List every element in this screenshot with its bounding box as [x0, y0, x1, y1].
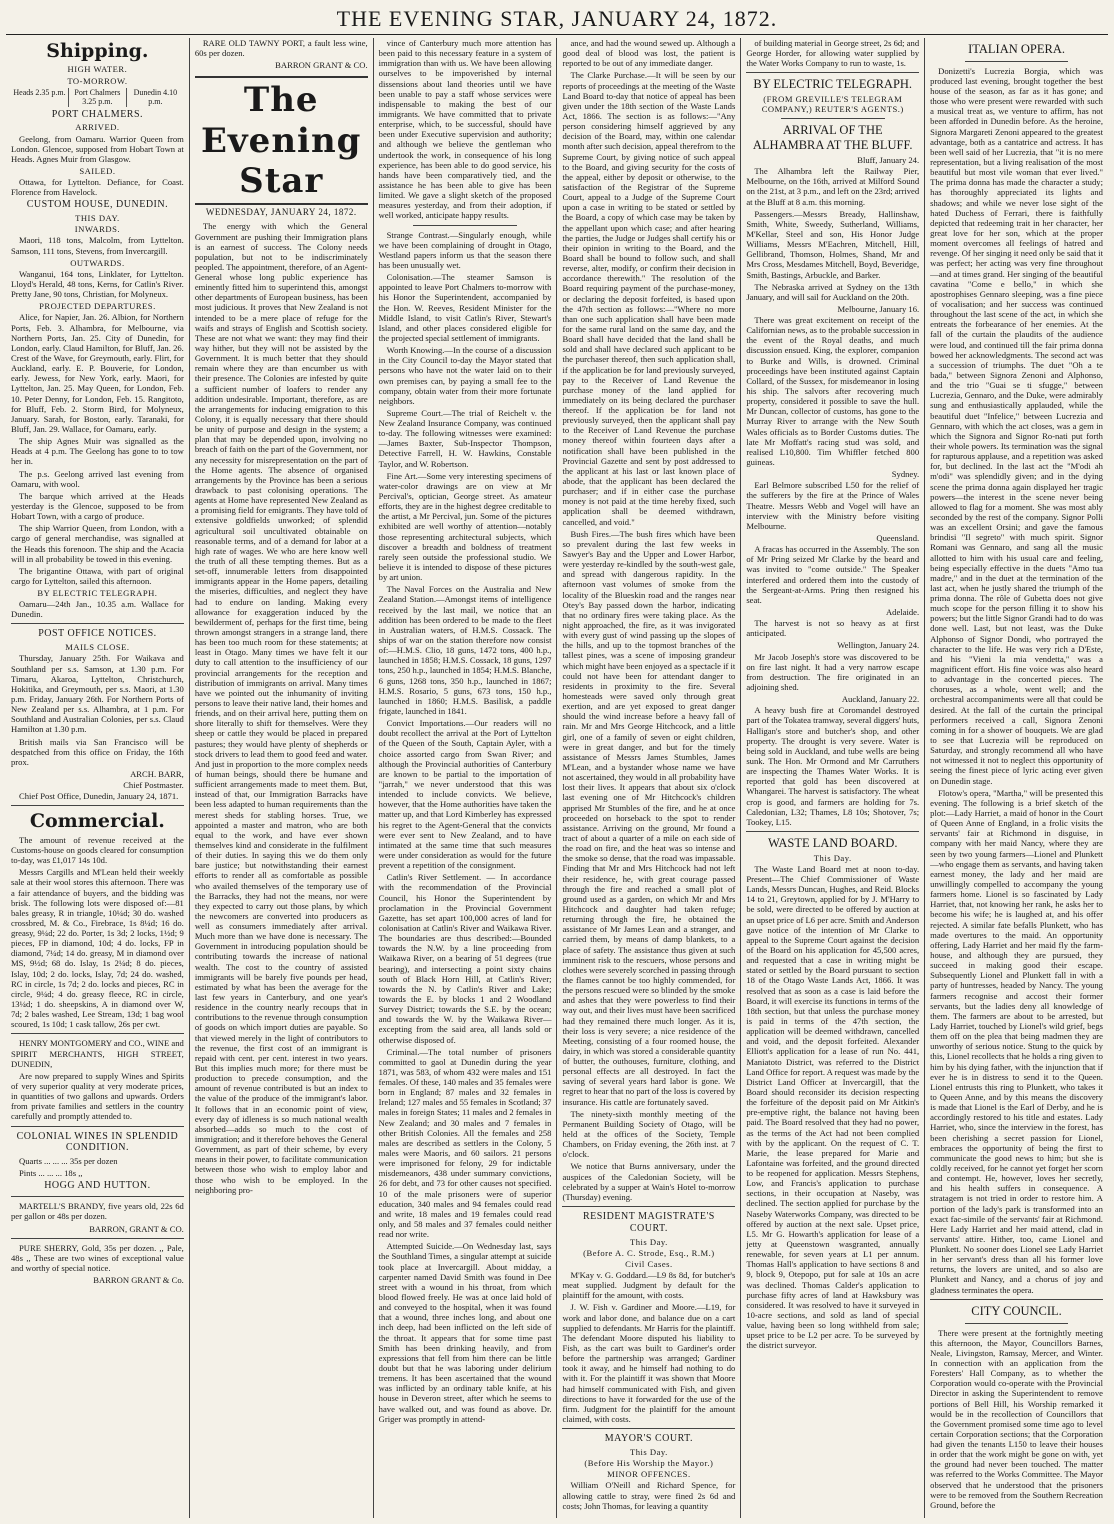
alhambra-heading: ARRIVAL OF THE ALHAMBRA AT THE BLUFF. — [752, 123, 913, 153]
alhambra-text: The Alhambra left the Railway Pier, Melbourne, on the 16th, arrived at Milford Sound on the 21st, at 3 p.m., and left on the 23rd; arrived at the Bluff at 8 a.m. this morning. — [746, 166, 920, 207]
this-day: THIS DAY. — [75, 213, 120, 224]
mayor-court-heading: MAYOR'S COURT. — [604, 1433, 694, 1445]
column-2 — [190, 38, 374, 1518]
column-4 — [557, 38, 741, 1518]
port-heading: PORT CHALMERS. — [51, 108, 144, 120]
ad-port-sig: BARRON GRANT & CO. — [275, 60, 368, 71]
telegraph-note: Oamaru—24th Jan., 10.35 a.m. Wallace for Dunedin. — [11, 599, 184, 620]
masthead — [6, 0, 1108, 35]
item-burns: We notice that Burns anniversary, under the auspices of the Caledonian Society, will be celebrated by a supper at Wain's Hotel to-morrow (Thursday) evening. — [562, 1161, 736, 1202]
tide-port: Port Chalmers 3.25 p.m. — [69, 88, 127, 107]
divider — [413, 225, 517, 226]
mails-heading: MAILS CLOSE. — [65, 642, 130, 653]
item-suicide-continued: ance, and had the wound sewed up. Although a good deal of blood was lost, the patient is reported to be out of any immediate danger. — [562, 38, 736, 69]
rm-court-day: This Day. — [629, 1236, 668, 1247]
post-heading: POST OFFICE NOTICES. — [38, 628, 157, 640]
shipping-heading: Shipping. — [46, 40, 149, 62]
auckland-news: A heavy bush fire at Coromandel destroyed part of the Tokatea tramway, several diggers' huts, Halligan's store and butcher's shop, and other property. The drought is very severe. Water is being sold in Auckland, and tube wells are being sunk. The Hon. Mr Ormond and Mr Carruthers are inspecting the Thames Water Works. It is reported that gold has been discovered at Whangarei. The harvest is satisfactory. The wheat crop is good, and farmers are holding for 7s. Caledonian, L32; Thames, L8 10s; Shotover, 7s; Tookey, L15. — [746, 705, 920, 827]
ad-hogg: HOGG AND HUTTON. — [44, 1180, 151, 1192]
divider — [11, 1126, 184, 1127]
shipping-note-2: The p.s. Geelong arrived last evening from Oamaru, with wool. — [11, 468, 184, 489]
item-naval: The Naval Forces on the Australia and New Zealand Station.—Amongst items of intelligence received by the last mail, we notice that an addition has been ordered to be made to the fleet in Australian waters, of H.M.S. Cossack. The ships of war on the station therefore now consist of:—H.M.S. Clio, 18 guns, 1472 tons, 400 h.p., launched in 1858; H.M.S. Cossack, 18 guns, 1297 tons, 250 h.p., launched in 1854; H.M.S. Blanche, 6 guns, 1268 tons, 350 h.p., launched in 1867; H.M.S. Rosario, 5 guns, 673 tons, 150 h.p., launched in 1860; H.M.S. Basilisk, a paddle frigate, launched in 1841. — [378, 584, 552, 716]
item-suicide: Attempted Suicide.—On Wednesday last, says the Southland Times, a singular attempt at suicide took place at Invercargill. About midday, a carpenter named David Smith was found in Dee street with a wound in his throat, from which blood flowed freely. He was at once laid hold of and conveyed to the hospital, when it was found that a wound, three inches long, and about one inch deep, had been inflicted on the left side of the throat. It appears that for some time past Smith has been drinking heavily, and from expressions that fell from him there can be little doubt but that he was laboring under delirium tremens. It has been ascertained that the wound was inflicted by an ordinary table knife, at his house in Deveron street, after which he seems to have walked out, and was found as above. Dr. Griger was promptly in attend- — [378, 1241, 552, 1424]
mayor-day: This Day. — [629, 1446, 668, 1457]
divider — [746, 72, 919, 73]
ad-martell-sig: BARRON, GRANT & CO. — [89, 1223, 184, 1234]
item-catlins: Catlin's River Settlement. — In accordance with the recommendation of the Provincial Council, his Honor the Superintendent by proclamation in the Provincial Government Gazette, has set apart 100,000 acres of land for colonisation at Catlin's River and Waikawa River. The boundaries are thus described:—Bounded towards the N.W. by a line proceeding from Waikawa River, on a bearing of 51 degrees (true bearing), and intersecting a point sixty chains south of Black Horn Hill, at Catlin's River; towards the N. by Catlin's River and Lake; towards the E. by blocks 1 and 2 Woodland Survey District; towards the S.E. by the ocean; and towards the W. by the Waikawa River—excepting from the said area, all lands sold or otherwise disposed of. — [378, 872, 552, 1045]
divider — [562, 1206, 735, 1207]
post-sig-3: Chief Post Office, Dunedin, January 24, 1871. — [19, 791, 179, 802]
case-fish: J. W. Fish v. Gardiner and Moore.—L19, for work and labor done, and balance due on a cart supplied to defendants. Mr Harris for the plaintiff. The defendant Moore disputed his liability to Fish, as the cart was built to Gardiner's order before the partnership was arranged; Gardiner took it away, and he himself had nothing to do with it. For the plaintiff it was shown that Moore had himself communicated with Fish, and given directions to have it forwarded for the use of the firm. Judgment for the plaintiff for the amount claimed, with costs. — [562, 1302, 736, 1425]
inwards-heading: INWARDS. — [74, 224, 121, 235]
civil-cases: Civil Cases. — [625, 1258, 673, 1269]
tide-table — [11, 88, 184, 107]
column-1 — [6, 38, 190, 1518]
rm-court-before: (Before A. C. Strode, Esq., R.M.) — [583, 1247, 715, 1258]
telegraph-sub: (FROM GREVILLE'S TELEGRAM COMPANY,) REUTER'S AGENTS.) — [761, 94, 904, 115]
post-notice-2: British mails via San Francisco will be despatched from this office on Friday, the 16th prox. — [11, 736, 184, 767]
ad-montgomery-title: HENRY MONTGOMERY and CO., WINE and SPIRIT MERCHANTS, HIGH STREET, DUNEDIN, — [11, 1038, 184, 1069]
divider — [930, 1299, 1103, 1300]
sydney-dateline: Sydney. — [891, 469, 920, 480]
tomorrow: TO-MORROW. — [67, 75, 128, 86]
case-continued: of building material in George street, 2s 6d; and George Horder, for allowing water supplied by the Water Works Company to run to waste, 1s. — [746, 38, 920, 69]
leader-article: The energy with which the General Government are pushing their Immigration plans is an earnest of success. The Colony needs population, but not to be indiscriminately peopled. The appointment, therefore, of an Agent-General whose long public experience has eminently fitted him to superintend this, amongst other departments of European business, has been most judicious. It proves that New Zealand is not intended to be a mere place of refuge for the waifs and strays of English and Scottish society. These are not what we want: they may find their way hither, but they will not be assisted by the Government. It is much better that they should remain where they are than encumber us with their presence. The Colonies are infested by quite a sufficient number of loafers to render any addition undesirable. Important, therefore, as are the arrangements for inducing emigration to this Colony, it is equally necessary that there should be unity of purpose and design in the system; a plan that may be depended upon, involving no breach of faith on the part of the Government, nor any necessity for misrepresentation on the part of the Home agents. The absence of organised arrangements by the Province has been a serious drawback to past colonising operations. The agents at Home have represented New Zealand as a promising field for emigrants. They have told of extensive goldfields unworked; of splendid agricultural soil uncultivated obtainable on reasonable terms, and of a demand for labor at a high rate of wages. We who are here know well the truth of all these tempting themes. But as a set-off, innumerable letters from disappointed immigrants appear in the Home papers, detailing the miseries, difficulties, and neglect they have had to endure on landing. Making every allowance for exaggeration induced by the bewilderment of, perhaps for the first time, being thrown amongst strangers in a strange land, there has been too much room for these statements; at least in Otago. Many times we have felt it our duty to call attention to the insufficiency of our provincial arrangements for the reception and distribution of immigrants on arrival. Many times have we pointed out the inhumanity of inviting persons to leave their native land, their homes and friends, and on their arrival here, putting them on shore literally to shift for themselves. Were they sheep or cattle they would be placed in prepared pastures; they would have plenty of shepherds or stock drivers to lead them to good feed and water. And just in proportion to the more complex needs of human beings, should there be humane and sufficient arrangements made to meet them. But, instead of that, our Immigration Barracks have been less adapted to human requirements than the merest sheds for stabling horses. True, we appointed a master and matron, who are both equal to the work, and have ever shown themselves kind and considerate in the fulfilment of their duties. In saying this we do them only bare justice; but notwithstanding their earnest efforts to render all as comfortable as possible who availed themselves of the temporary use of the Barracks, they had not the means, nor were they expected to carry out those plans, by which the newcomers are converted into producers as well as consumers immediately after arrival. Much more than we have done is necessary. The Government in introducing population should be contributing towards the increase of national wealth. The cost to the country of assisted immigrants will be barely five pounds per head, estimated by what has been the average for the last few years in Canterbury, and one year's residence in the country nearly recoups that in contributions to the revenue through consumption of goods on which import duties are payable. So that viewed merely in the light of contributors to the revenue, the first cost of an immigrant is repaid with cent. per cent. interest in two years. But this implies much more; for there must be production to precede consumption, and the amount of revenue contributed is but an index to the value of the produce of the immigrant's labor. It follows that in an economic point of view, every day of idleness is so much national wealth absorbed—adds so much to the cost of immigration; and it therefore behoves the General Government, as part of their scheme, by every means in their power, to facilitate communication between those who wish to employ labor and those who wish to be employed. In the neighboring pro- — [194, 221, 368, 1195]
post-sig-1: ARCH. BARR, — [130, 768, 184, 779]
divider — [781, 118, 885, 119]
ad-pints: Pints ... ... ... 18s ,, — [19, 1168, 83, 1179]
item-criminal: Criminal.—The total number of prisoners committed to gaol at Dunedin during the year 1871, was 583, of whom 432 were males and 151 females. Of these, 140 males and 35 females were born in England; 87 males and 32 females in Ireland; 127 males and 55 females in Scotland; 37 males in foreign States; 11 males and 2 females in New Zealand; and 30 males and 7 females in other British Colonies. All the females and 258 males are described as settlers in the Colony, 5 males were Maoris, and 60 sailors. 21 persons were imprisoned for felony, 29 for indictable misdemeanors, 438 under summary convictions, 26 for debt, and 73 for other causes not specified. 10 of the male prisoners were of superior education, 340 males and 94 females could read and write, 18 males and 19 females could read only, and 58 males and 37 females could neither read nor write. — [378, 1046, 552, 1240]
item-supreme-court: Supreme Court.—The trial of Reichelt v. the New Zealand Insurance Company, was continued to-day. The following witnesses were examined:—James Baxter, Sub-Inspector Thompson, Detective Farrell, H. W. Hawkins, Constable Taylor, and W. Robertson. — [378, 407, 552, 469]
sailed-heading: SAILED. — [79, 165, 116, 176]
divider — [746, 831, 919, 832]
masthead-title: THE EVENING STAR, JANUARY 24, 1872. — [336, 6, 778, 31]
arrived-heading: ARRIVED. — [75, 122, 120, 133]
divider — [11, 1238, 184, 1239]
item-colonisation: Colonisation.—The steamer Samson is appointed to leave Port Chalmers to-morrow with his Honor the Superintendent, accompanied by the Hon. W. Reeves, Resident Minister for the Middle Island, to visit Catlin's River, Stewart's Island, and other places considered eligible for the projected special settlement of immigrants. — [378, 272, 552, 343]
shipping-note-1: The ship Agnes Muir was signalled as the Heads at 4 p.m. The Geelong has gone to to tow her in. — [11, 436, 184, 467]
rm-court-heading: RESIDENT MAGISTRATE'S COURT. — [582, 1211, 715, 1234]
melbourne-dateline: Melbourne, January 16. — [837, 303, 920, 314]
melbourne-news: There was great excitement on receipt of the Californian news, as to the probable succession in the event of the Royal deaths, and much discussion ensued. King, the explorer, companion to Burke and Wills, is drowned. Criminal proceedings have been instituted against Captain Collard, of the Sussex, for misdemeanor in losing his ship. The salvors after recovering much property, considered it possible to save the hull. Mr Duncan, collector of customs, has gone to the Murray River to arrange with the New South Wales officials as to Border Customs duties. The late Mr Moffatt's racing stud was sold, and realised L10,800. Tim Whiffler fetched 800 guineas. — [746, 315, 920, 468]
telegraph-heading: BY ELECTRIC TELEGRAPH. — [753, 77, 913, 92]
passengers: Passengers.—Messrs Bready, Hallinshaw, Smith, White, Sweedy, Sutherland, Williams, M'Kellar, Steel and son, His Honor Judge Williams, Messrs M'Eachren, Mitchell, Hill, Gellibrand, Thomson, Holmes, Shand, Mr and Mrs Cross, Mesdames Mitchell, Boyd, Beveridge, Smith, Bastings, Arbuckle, and Barker. — [746, 208, 920, 280]
divider — [562, 1428, 735, 1429]
sydney-news: Earl Belmore subscribed L50 for the relief of the sufferers by the fire at the Prince of Wales Theatre. Messrs Webb and Vogel will have an interview with the Ministry before visiting Melbourne. — [746, 480, 920, 531]
ad-quarts: Quarts ... ... ... 35s per dozen — [19, 1156, 118, 1167]
outwards-heading: OUTWARDS. — [70, 257, 125, 268]
outwards-list: Wanganui, 164 tons, Linklater, for Lyttelton. Lloyd's Herald, 48 tons, Kerns, for Catlin's River. Pretty Jane, 90 tons, Christian, for Molyneux. — [11, 268, 184, 300]
item-worth-knowing: Worth Knowing.—In the course of a discussion in the City Council to-day the Mayor stated that persons who have not the water laid on to their own premises can, by paying a small fee to the company, obtain water from their more fortunate neighbors. — [378, 345, 552, 406]
divider — [965, 1323, 1069, 1324]
tide-heads: Heads 2.35 p.m. — [11, 88, 69, 107]
projected-list: Alice, for Napier, Jan. 26. Albion, for Northern Ports, Feb. 3. Alhambra, for Melbourne, via Northern Ports, Jan. 25. City of Dunedin, for London, early. Claud Hamilton, for Bluff, Jan. 26. Crest of the Wave, for Greymouth, early. Flirt, for Auckland, early. E. P. Bouverie, for London, early. Jewess, for New York, early. Maori, for Lyttelton, Jan. 25. May Queen, for London, Feb. 10. Peter Denny, for London, Feb. 15. Rangitoto, for Bluff, Feb. 2. Storm Bird, for Molyneux, January. Sarah, for Boston, early. Taranaki, for Bluff, Jan. 29. Wallace, for Oamaru, early. — [11, 312, 184, 434]
inwards-list: Maori, 118 tons, Malcolm, from Lyttelton. Samson, 111 tons, Stevens, from Invercargill. — [11, 235, 184, 256]
post-notice: Thursday, January 25th. For Waikava and Southland per s.s. Samson, at 1.30 p.m. For Timaru, Akaroa, Lyttelton, Christchurch, Hokitika, and Greymouth, per s.s. Maori, at 1.30 p.m. Friday, January 26th. For Northern Ports of New Zealand per s.s. Alhambra, at 1 p.m. For Southland and Australian Colonies, per s.s. Claud Hamilton at 1.30 p.m. — [11, 653, 184, 735]
column-5 — [741, 38, 925, 1518]
item-bush-fires: Bush Fires.—The bush fires which have been so prevalent during the last few weeks in Sawyer's Bay and the Upper and Lower Harbor, were yesterday re-kindled by the south-west gale, and spread with dangerous rapidity. In the afternoon vast volumes of smoke from the locality of the Blueskin road and the ranges near Otey's Bay passed down the harbor, indicating that no ordinary fires were taking place. As the night approached, the fire, as it was invigorated with every gust of wind passing up the slopes of the hills, and up to the topmost branches of the tallest pines, was a scene of imposing grandeur which might have been enjoyed as a spectacle if it could not have been for attendant danger to residents in proximity to the fire. Several homesteads were saved only through great exertion, and are yet exposed to great danger should the wind increase before a heavy fall of rain. Mr and Mrs George Hitchcock, and a little girl, one of a family of seven or eight children, were in great danger, and but for the timely assistance of Messrs James Stumbles, James M'Lean, and a bystander whose name we have not ascertained, they would in all probability have lost their lives. It appears that about six o'clock last evening one of Mr Hitchcock's children apprised Mr Stumbles of the fire, and he at once proceeded on horseback to the spot to render assistance. Arriving on the ground, Mr found a tract of about a quarter of a mile on each side of the road on fire, and the heat was so intense and the smoke so dense, that the road was impassable. Finding that Mr and Mrs Hitchcock had not left their residence, he, with great courage passed through the fire and reached a small plot of ground used as a garden, on which Mr and Mrs Hitchcock and daughter had taken refuge; returning through the fire, he obtained the assistance of Mr James Lean and a stranger, and carried them, by means of damp blankets, to a place of safety. The assistance thus given at such imminent risk to the rescuers, whose persons and clothes were severely scorched in passing through the flames cannot be too highly commended, for the persons rescued were so blinded by the smoke and ashes that they were powerless to find their way out, and their lives must have been sacrificed had they remained there much longer. As it is, their loss is very severe; a nice residence of the Meeting, consisting of a four roomed house, the dairy, in which was stored a considerable quantity of butter, the outhouses, furniture, clothing, and personal effects are all destroyed. In fact the saving of several years hard labor is gone. We regret to hear that no part of the loss is covered by insurance. His cattle are fortunately saved. — [562, 528, 736, 1107]
case-mkay: M'Kay v. G. Goddard.—L9 8s 8d, for butcher's meat supplied. Judgment by default for the plaintiff for the amount, with costs. — [562, 1270, 736, 1301]
shipping-note-4: The ship Warrior Queen, from London, with a cargo of general merchandise, was signalled at the Heads this forenoon. The ship and the Acacia will in all probability be towed in this evening. — [11, 523, 184, 564]
divider — [11, 1033, 184, 1034]
divider — [11, 1196, 184, 1197]
item-clarke: The Clarke Purchase.—It will be seen by our reports of proceedings at the meeting of the Waste Land Board to-day that notice of appeal has been given under the 18th section of the Waste Lands Act, 1866. The section is as follows:—"Any person considering himself aggrieved by any decision of the Board, may, within one calendar month after such decision, appeal therefrom to the Supreme Court, by giving notice of such appeal to the Board, and giving security for the costs of the appeal, either by deposit or otherwise, to the satisfaction of the Registrar of the Supreme Court, appeal to a Judge of the Supreme Court upon a case in writing to be stated or settled by the Board, a copy of which case may be taken by the appellant upon which case; and after hearing the parties, the Judge or Judges shall certify his or their opinion in writing to the Board, and the Board shall be bound to follow such, and shall reverse, alter, modify, or confirm their decision in accordance therewith." The resolution of the Board requiring payment of the purchase-money, or declaring the deposit forfeited, is based upon the 47th section as follows:—"Where no more than one such application shall have been made for the same rural land on the same day, and the Board shall have decided that the land shall be sold and shall have declared such applicant to be the purchaser thereof, then such application shall, if the application be for land previously surveyed, pay to the Receiver of Land Revenue the purchase money of the land applied for immediately on its being declared the purchaser thereof. If the application be for land not previously surveyed, then the applicant shall pay to the Receiver of Land Revenue the purchase money thereof within fourteen days after a notification shall have been published in the Provincial Gazette and sent by post addressed to the applicant at his last or last known place of abode, that the applicant has been declared the purchaser; and if in either case the purchase money is not paid at the time hereby fixed, such application shall be deemed withdrawn, cancelled, and void." — [562, 70, 736, 527]
commercial-2: Messrs Cargills and M'Lean held their weekly sale at their wool stores this afternoon. There was a fair attendance of buyers, and the bidding was brisk. The following lots were disposed of:—81 bales greasy, R in triangle, 10¼d; 30 do. washed crossbred, M. & Co., Firebrace, 1s 8¼d; 16 do. greasy, 9¼d; 22 do. Porter, 1s 3d; 2 locks, 1½d; 9 pieces, FP in diamond, 10d; 4 do. locks, FP in diamond, 7¼d; 14 do. greasy, M in diamond over MS, 9½d; 68 do. Islay, 1s 2¼d; 8 do. pieces, Islay, 10d; 2 do. locks, Islay, 7d; 24 do. washed, RC in circle, 1s 7d; 2 do. locks and pieces, RC in circle, 9¼d; 4 do. greasy fleece, RC in circle, 13¼d; 1 do. sheepskins, A in diamond over W, 7d; 2 bales washed, Lee Stream, 13d; 1 bag wool scoured, 1s 10d; 1 cask tallow, 26s per cwt. — [11, 867, 184, 1030]
adelaide-news: The harvest is not so heavy as at first anticipated. — [746, 618, 920, 639]
waste-land-heading: WASTE LAND BOARD. — [767, 835, 898, 850]
telegraph-heading: BY ELECTRIC TELEGRAPH. — [37, 588, 158, 599]
adelaide-dateline: Adelaide. — [885, 607, 920, 617]
council-heading: CITY COUNCIL. — [971, 1303, 1062, 1318]
queensland-dateline: Queensland. — [876, 533, 920, 544]
leader-continued: vince of Canterbury much more attention has been paid to this necessary feature in a system of immigration than with us. We have been allowing ourselves to be impoverished by internal dissensions about land theories until we have been unable to pay a staff whose services were indispensable to making the best of our immigrants. We have committed that to private enterprise, which, to be successful, should have been under Executive supervision and authority; and although we believe the gentleman who undertook the work, in consequence of his long experience, has been able to do good service, his hands have been comparatively tied, and the assistance he has been able to give has been limited. We gave a slight sketch of the proposed measures yesterday, and from their adoption, if well worked, anticipate happy results. — [378, 38, 552, 221]
shipping-note-5: The brigantine Ottawa, with part of original cargo for Lyttelton, sailed this afternoon. — [11, 565, 184, 586]
opera-review: Donizetti's Lucrezia Borgia, which was produced last evening, brought together the best house of the season, as far as it has gone; and those who were present were rewarded with such a musical treat as, we venture to affirm, has not been afforded in Dunedin before. As the heroine, Signora Margareti Zenoni appeared to the greatest advantage, both as a cantatrice and actress. It has been well said of her Lucrezia, that "it is no mere representation, but a living realisation of the most beautiful but most vile woman that ever lived." The prima donna has made the character a study; has thoroughly appreciated its lights and shadows; and while we never lose sight of the hated Duchess of Ferrari, there is faithfully depicted that redeeming trait in her character, her great love for her son, which at the proper moment overcomes all feelings of hatred and revenge. Of her singing it need only be said that it was perfect; her acting was very fine throughout—and at times grand. Her singing of the beautiful cavatina "Come e bello," in which she apostrophises Gennaro sleeping, was a fine piece of vocalisation; and her success was continued throughout the last scene of the act, in which she entreats the forbearance of her enemies. At the fall of the curtain the plaudits of the audience were loud, and continued till the fair prima donna bowed her acknowledgments. The second act was a succession of triumphs. The duet "Oh a te bada," between Signora Zenoni and Alphonso, and the trio "Guai se ti sfugge," between Lucrezia, Gennaro, and the Duke, were admirably sung and enthusiastically applauded, while the beautiful duet "Infelice," between Lucrezia and Gennaro, with which the act closes, was a gem in which the Signora and Signor Ro-nati put forth their whole powers. Its termination was the signal for rapturous applause, and a repetition was asked for, but declined. In the last act the "M'odi ah m'odi" was splendidly given; and in the dying scene the prima donna again displayed her tragic powers—the interest in the scene never being allowed to flag for a moment. She was most ably seconded by the rest of the company. Signor Polli was an excellent Orsini; and gave the famous brindisi "Il segreto" with much spirit. Signor Romani was Gennaro, and sang all the music allotted to him with his usual care and feeling, being especially effective in the duets "Amo tua madre," and in the duet at the termination of the last act, when he justly shared the triumph of the prima donna. The rôle of Gubetta does not give much scope for the person filling it to show his powers; but the little Signor Grandi had to do was done well. Last, but not least, was the Duke Alphonso of Signor Dondi, who portrayed the character to the life. He was very rich a D'Este, and his "Vieni la mia vendetta," was a magnificent effort. His fine voice was also heard to advantage in the concerted pieces. The choruses, as a whole, went well; and the orchestral accompaniments were all that could be desired. At the fall of the curtain the principal performers received a call, Signora Zenoni coming in for a shower of bouquets. We are glad to see that Lucrezia will be reproduced on Saturday, and strongly recommend all who have not witnessed it not to neglect this opportunity of seeing the finest piece of lyric acting ever given on Dunedin stage. — [930, 65, 1103, 786]
auckland-dateline: Auckland, January 22. — [841, 694, 920, 705]
mayor-before: (Before His Worship the Mayor.) — [584, 1458, 714, 1469]
bluff-dateline: Bluff, January 24. — [857, 154, 920, 165]
evening-star-title: The Evening Star — [195, 76, 368, 204]
item-strange-contrast: Strange Contrast.—Singularly enough, while we have been complaining of drought in Otago, Westland papers inform us that the season there has been unusually wet. — [378, 229, 552, 270]
item-convict: Convict Importations.—Our readers will no doubt recollect the arrival at the Port of Lyttelton of the Queen of the South, Captain Ayler, with a choice assorted cargo from Swan River; and although the Provincial authorities of Canterbury are known to be partial to the importation of "jarrah," we never understood that this was intended to include convicts. We believe, however, that the Home authorities have taken the matter up, and that Lord Kimberley has expressed his regret to the Agent-General that the convicts were ever sent to New Zealand, and to have intimated at the same time that such measures were under consideration as would for the future prevent a repetition of the consignment. — [378, 718, 552, 871]
dateline: WEDNESDAY, JANUARY 24, 1872. — [205, 206, 357, 217]
post-sig-2: Chief Postmaster. — [123, 780, 184, 791]
ad-sherry: PURE SHERRY, Gold, 35s per dozen. ,, Pale, 48s ,, These are two wines of exceptional value and worthy of special notice. — [11, 1242, 184, 1273]
case-oneill: William O'Neill and Richard Spence, for allowing cattle to stray, were fined 2s 6d and costs; John Thomas, for leaving a quantity — [562, 1480, 736, 1511]
council-report: There were present at the fortnightly meeting this afternoon, the Mayor, Councillors Barnes, Neale, Livingston, Ramsay, Mercer, and Winter. In connection with an application from the Foresters' Hall Company, as to whether the Corporation would co-operate with the Provincial Director in asking the Superintendent to remove portions of Bell Hill, his Worship remarked it would be in the recollection of Councillors that the Government promised some time ago to level certain Corporation sections; that the Corporation had given the tenants L150 to leave their houses in order that the work might be gone on with, yet the ground had never been touched. The matter was referred to the Works Committee. The Mayor observed that he understood that the prisoners were to be removed from the Southern Recreation Ground, before the — [930, 1327, 1103, 1510]
commercial-heading: Commercial. — [29, 810, 165, 833]
martha-synopsis: Flotow's opera, "Martha," will be presented this evening. The following is a brief sketch of the plot:—Lady Harriet, a maid of honor in the Court of Queen Anne of England, in a frolic visits the servants' fair at Richmond in disguise, in company with her maid Nancy, where they are seen by two young farmers—Lionel and Plunkett—who engage them as servants, and having taken earnest money, the lady and her maid are unwillingly compelled to accompany the young farmers home. Lionel is so fascinated by Lady Harriet, that, not knowing her rank, he asks her to become his wife; he is laughed at, and his offer rejected. A similar fate befalls Plunkett, who has made overtures to the maid. An opportunity offering, Lady Harriet and her maid fly the farm-house, and although they are pursued, they succeed in making good their escape. Subsequently Lionel and Plunkett fall in with a party of huntresses, headed by Nancy. The young farmers recognise and accost their former servants, but the ladies deny all knowledge of them. The farmers are about to be arrested, but Lady Harriet, touched by Lionel's wild grief, begs them off on the plea that being madmen they are unworthy of serious notice. Stung to the quick by this, Lionel recollects that he holds a ring given to him by his dying father, with the injunction that if ever he is in distress to send it to the Queen. Lionel entrusts this ring to Plunkett, who takes it to Queen Anne, and by this means the discovery is made that Lionel is the Earl of Derby, and he is accordingly restored to his title and estates. Lady Harriet, who, since the interview in the forest, has been cherishing a secret passion for Lionel, embraces the opportunity of being the first to communicate the good news to him; but she is coldly received, for he cannot yet forget her scorn and contempt. He, however, loves her secretly, and his health suffers in consequence. A stratagem is not tried in order to restore him. A portion of the lady's park is transformed into an exact fac-simile of the servants' fair at Richmond. Here Lady Harriet and her maid attend, clad in servants' attire. Hither, too, came Lionel and Plunkett. No sooner does Lionel see Lady Harriet in her servant's dress than all his former love returns, the lovers are united, and so also are Plunkett and Nancy, and a chorus of joy and gladness terminates the opera. — [930, 787, 1103, 1295]
ad-port: RARE OLD TAWNY PORT, a fault less wine, 60s per dozen. — [194, 38, 368, 59]
high-water: HIGH WATER. — [67, 64, 128, 75]
sailed-list: Ottawa, for Lyttelton. Defiance, for Coast. Florence from Havelock. — [11, 177, 184, 198]
ad-sherry-sig: BARRON GRANT & Co. — [93, 1275, 184, 1286]
arrived-list: Geelong, from Oamaru. Warrior Queen from London. Glencoe, supposed from Hobart Town at Heads. Agnes Muir from Glasgow. — [11, 133, 184, 164]
tide-dunedin: Dunedin 4.10 p.m. — [133, 87, 178, 107]
ad-montgomery-body: Are now prepared to supply Wines and Spirits of very superior quality at very moderate prices, in quantities of two gallons and upwards. Orders from private families and settlers in the country carefully and promptly attended to. — [11, 1070, 184, 1122]
ad-colonial-wines: COLONIAL WINES IN SPLENDID CONDITION. — [16, 1130, 179, 1154]
minor-offences: MINOR OFFENCES. — [607, 1469, 691, 1480]
queensland-news: A fracas has occurred in the Assembly. The son of Mr Pring seized Mr Clarke by the beard and was invited to "come outside." The Speaker interfered and ordered them into the custody of the Sergeant-at-Arms. Pring then resigned his seat. — [746, 544, 920, 605]
commercial-1: The amount of revenue received at the Customs-house on goods cleared for consumption to-day, was £1,017 14s 10d. — [11, 834, 184, 866]
columns — [6, 38, 1108, 1518]
opera-heading: ITALIAN OPERA. — [968, 42, 1065, 56]
divider — [11, 623, 184, 624]
divider — [965, 61, 1069, 62]
projected-heading: PROJECTED DEPARTURES. — [39, 301, 156, 312]
wellington-dateline: Wellington, January 24. — [837, 640, 920, 651]
customs-heading: CUSTOM HOUSE, DUNEDIN. — [26, 199, 169, 211]
shipping-note-3: The barque which arrived at the Heads yesterday is the Glencoe, supposed to be from Hobart Town, with a cargo of produce. — [11, 490, 184, 522]
waste-land-day: This Day. — [813, 852, 852, 863]
wellington-news: Mr Jacob Joseph's store was discovered to be on fire last night. It had a very narrow escape from destruction. The fire originated in an adjoining shed. — [746, 651, 920, 692]
column-3 — [374, 38, 558, 1518]
nebraska: The Nebraska arrived at Sydney on the 13th January, and will sail for Auckland on the 20th. — [746, 281, 920, 302]
divider — [11, 805, 184, 806]
ad-martell: MARTELL'S BRANDY, five years old, 22s 6d per gallon or 48s per dozen. — [11, 1201, 184, 1222]
column-6 — [925, 38, 1108, 1518]
item-building-society: The ninety-sixth monthly meeting of the Permanent Building Society of Otago, will be held at the offices of the Society, Temple Chambers, on Friday evening, the 26th inst. at 7 o'clock. — [562, 1108, 736, 1160]
waste-land-text: The Waste Land Board met at noon to-day. Present—The Chief Commissioner of Waste Lands, Messrs Duncan, Hughes, and Reid. Blocks 14 to 21, Greytown, applied for by J. M'Harry to be sold, were directed to be offered by auction at an upset price of L6 per acre. Smith and Anderson gave notice of the intention of Mr Clarke to appeal to the Supreme Court against the decision of the Board on his application for 45,500 acres, and requested that a case in writing might be stated or settled by the Board pursuant to section 18 of the Otago Waste Lands Act, 1866. It was resolved that as soon as a case is laid before the Board, it will exercise its functions in terms of the 18th section, but that unless the purchase money is paid in terms of the 47th section, the application will be deemed withdrawn, cancelled and void, and the deposit forfeited. Alexander Elliott's application for a lease of run No. 441, Maniatoto District, was referred to the District Land Office for report. A request was made by the District Land Officer at Invercargill, that the Board should reconsider its decision respecting the forfeiture of the deposit paid on Mr Aitkin's pre-emptive right, the balance not having been paid. The Board resolved that they had no power, as the terms of the Act had not been complied with by the applicant. On the request of C. T. Marie, the lease prepared for Marie and Lafontaine was forfeited, and the ground directed to be reopened for application. Messrs Stephens, Low, and Francis's application to purchase sections, in their occupation at Naseby, was declined. The section applied for purchase by the Naseby Waterworks Company, was directed to be offered by auction at the next sale. Upset price, L5. Mr G. Howarth's application for lease of a jetty at Queenstown wasgranted, annually renewable, for seven years at L1 per annum. Thomas Hall's application to have sections 8 and 9, block 9, Otepopo, put for sale at 10s an acre was declined. Thomas Calder's application to purchase fifty acres of land at Hawksbury was considered. It was resolved to have it surveyed in 10-acre sections, and sold as land of special value, having been so long withheld from sale; upset price to be L2 per acre. To be surveyed by the district surveyor. — [746, 863, 920, 1351]
item-fine-art: Fine Art.—Some very interesting specimens of water-color drawings are on view at Mr Percival's, optician, George street. As amateur efforts, they are in the highest degree creditable to the artist, a Mr Percival, jun. Some of the pictures exhibited are well worthy of attention—notably those representing architectural subjects, which discover a breadth and boldness of treatment rarely seen outside the professional studio. We believe it is intended to dispose of these pictures by art union. — [378, 470, 552, 583]
